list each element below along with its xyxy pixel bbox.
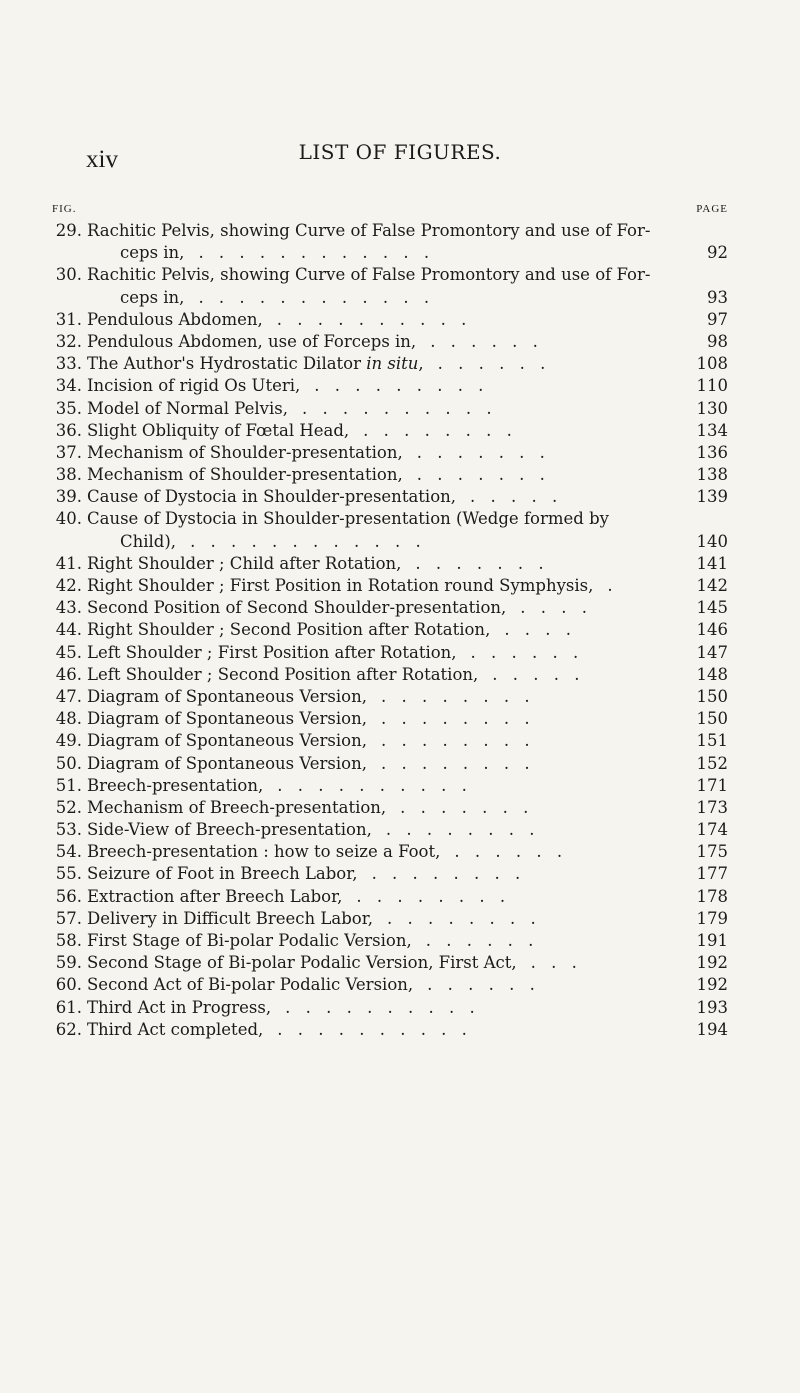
figure-entry <box>52 841 728 863</box>
figure-entry <box>52 886 728 908</box>
dot-leader-wrap <box>87 930 538 952</box>
figure-number: 38. <box>55 465 82 485</box>
figure-title: First Stage of Bi-polar Podalic Version, <box>87 931 412 950</box>
entry-line <box>52 819 728 841</box>
figure-entry <box>52 952 728 974</box>
figure-number: 49. <box>55 731 82 751</box>
entry-line <box>52 974 728 996</box>
page-reference: 175 <box>696 842 728 862</box>
dot-leader: . . . . . <box>492 664 585 684</box>
dot-leader-wrap <box>87 619 576 641</box>
figure-title: Mechanism of Shoulder-presentation, <box>87 442 403 462</box>
entry-line <box>52 997 728 1019</box>
figure-entry <box>52 375 728 397</box>
figure-entry <box>52 464 728 486</box>
dot-leader-wrap <box>120 287 434 309</box>
dot-leader-wrap <box>87 353 550 375</box>
page-reference: 134 <box>696 420 728 440</box>
dot-leader: . . . . . . <box>437 354 551 374</box>
entry-line <box>52 730 728 752</box>
dot-leader: . . . . . . . . <box>385 820 540 840</box>
dot-leader: . <box>607 576 618 595</box>
dot-leader: . . . . . . . . <box>371 864 526 884</box>
figure-title: Second Act of Bi-polar Podalic Version, <box>87 975 414 995</box>
page-reference: 140 <box>696 531 728 551</box>
entry-line <box>52 508 728 530</box>
entry-line <box>52 442 728 464</box>
dot-leader: . . . . . . . . <box>380 709 535 729</box>
dot-leader: . . . . . . . . . . <box>277 775 472 795</box>
figure-title: Right Shoulder ; Second Position after Rotation, <box>87 620 491 640</box>
figure-title: Cause of Dystocia in Shoulder-presentation, <box>87 487 456 507</box>
figure-entry <box>52 642 728 664</box>
dot-leader-wrap <box>87 908 541 930</box>
entry-line <box>52 908 728 930</box>
figure-number: 60. <box>55 975 82 995</box>
dot-leader: . . . . . . <box>430 331 543 351</box>
dot-leader-wrap <box>87 819 540 841</box>
figure-number: 54. <box>55 842 82 862</box>
figure-number: 41. <box>55 553 82 573</box>
figure-number: 45. <box>55 642 82 662</box>
dot-leader: . . . . . . . . <box>387 908 541 928</box>
dot-leader-wrap <box>87 686 535 708</box>
page-reference: 178 <box>696 886 728 906</box>
entry-line <box>52 886 728 908</box>
entry-continuation-line <box>52 242 728 264</box>
page-reference: 173 <box>696 797 728 817</box>
entry-line <box>52 797 728 819</box>
figure-entry <box>52 997 728 1019</box>
figure-number: 43. <box>55 598 82 618</box>
entry-line <box>52 353 728 375</box>
figure-title: Left Shoulder ; First Position after Rotation, <box>87 642 457 662</box>
dot-leader: . . . . . . . <box>400 797 534 817</box>
dot-leader-wrap <box>87 974 540 996</box>
figure-title: Breech-presentation : how to seize a Foot, <box>87 842 441 862</box>
figure-title: The Author's Hydrostatic Dilator in situ, <box>87 354 424 374</box>
figure-number: 59. <box>55 953 82 973</box>
dot-leader-wrap <box>87 442 550 464</box>
entry-line <box>52 575 728 597</box>
page-reference: 92 <box>707 243 728 263</box>
figure-entry <box>52 664 728 686</box>
dot-leader-wrap <box>87 464 550 486</box>
figure-entry <box>52 553 728 575</box>
figure-title: Extraction after Breech Labor, <box>87 886 343 906</box>
page-reference: 148 <box>696 664 728 684</box>
figure-number: 52. <box>55 797 82 817</box>
figure-entry <box>52 619 728 641</box>
dot-leader: . . . . . . . . . . <box>301 398 497 418</box>
figure-title-continued: ceps in, <box>120 243 185 263</box>
figure-title: Seizure of Foot in Breech Labor, <box>87 864 358 884</box>
entry-line <box>52 220 728 242</box>
page-reference: 177 <box>696 864 728 884</box>
figure-entry <box>52 575 728 597</box>
dot-leader: . . . . . . . <box>416 465 550 485</box>
figure-entry <box>52 398 728 420</box>
entry-line <box>52 1019 728 1041</box>
page-reference: 152 <box>696 753 728 773</box>
page-reference: 192 <box>696 953 728 973</box>
dot-leader: . . . . . . . . <box>380 686 535 706</box>
dot-leader-wrap <box>87 642 583 664</box>
figure-title: Third Act in Progress, <box>87 997 272 1017</box>
page-reference: 139 <box>696 487 728 507</box>
entry-line <box>52 642 728 664</box>
page-reference: 150 <box>696 686 728 706</box>
figure-entry <box>52 775 728 797</box>
figure-entry <box>52 442 728 464</box>
figure-title: Rachitic Pelvis, showing Curve of False Promontory and use of For- <box>87 265 651 285</box>
figure-entry <box>52 264 728 308</box>
page-reference: 145 <box>696 598 728 618</box>
figure-title: Slight Obliquity of Fœtal Head, <box>87 420 350 440</box>
figure-number: 30. <box>55 265 82 285</box>
figure-entry <box>52 353 728 375</box>
entry-line <box>52 619 728 641</box>
dot-leader-wrap <box>87 841 567 863</box>
page-reference: 142 <box>696 576 728 595</box>
page-reference: 192 <box>696 975 728 995</box>
column-heading-page: PAGE <box>696 203 728 215</box>
figure-title-continued: Child), <box>120 531 177 551</box>
figure-entry <box>52 486 728 508</box>
dot-leader-wrap <box>87 553 549 575</box>
figure-entry <box>52 686 728 708</box>
column-heading-fig: FIG. <box>52 203 77 215</box>
page-reference: 130 <box>696 398 728 418</box>
figure-title: Right Shoulder ; Child after Rotation, <box>87 553 402 573</box>
dot-leader-wrap <box>120 531 426 553</box>
dot-leader-wrap <box>87 420 517 442</box>
figure-entry <box>52 974 728 996</box>
page-reference: 193 <box>696 997 728 1017</box>
figure-number: 44. <box>55 620 82 640</box>
figure-entry <box>52 420 728 442</box>
figure-number: 35. <box>55 398 82 418</box>
figure-entry <box>52 753 728 775</box>
dot-leader: . . . . . . . . <box>380 731 535 751</box>
figure-entry <box>52 508 728 552</box>
entry-line <box>52 398 728 420</box>
page-reference: 136 <box>696 442 728 462</box>
figure-number: 57. <box>55 908 82 928</box>
dot-leader: . . . . . <box>470 487 563 507</box>
figure-number: 32. <box>55 331 82 351</box>
running-head: LIST OF FIGURES. <box>298 140 502 164</box>
figure-number: 47. <box>55 686 82 706</box>
figure-title: Side-View of Breech-presentation, <box>87 820 372 840</box>
dot-leader: . . . . . . <box>470 642 584 662</box>
dot-leader: . . . . . . . . . . . . <box>190 531 426 551</box>
figure-number: 29. <box>55 221 82 240</box>
figure-number: 55. <box>55 864 82 884</box>
entry-line <box>52 841 728 863</box>
figure-title: Mechanism of Shoulder-presentation, <box>87 465 403 485</box>
figure-title: Mechanism of Breech-presentation, <box>87 797 387 817</box>
dot-leader-wrap <box>87 952 582 974</box>
entry-line <box>52 464 728 486</box>
dot-leader-wrap <box>87 997 480 1019</box>
figure-entry <box>52 597 728 619</box>
page-reference: 150 <box>696 709 728 729</box>
entry-line <box>52 664 728 686</box>
entry-line <box>52 708 728 730</box>
figure-title: Diagram of Spontaneous Version, <box>87 709 367 729</box>
dot-leader: . . . . . . . . . . <box>276 309 472 329</box>
dot-leader-wrap <box>120 242 434 264</box>
entry-line <box>52 775 728 797</box>
dot-leader-wrap <box>87 664 584 686</box>
figure-entry <box>52 309 728 331</box>
figure-entry <box>52 1019 728 1041</box>
dot-leader: . . . . . . . <box>415 553 549 573</box>
figure-title: Incision of rigid Os Uteri, <box>87 376 301 396</box>
figure-entry <box>52 863 728 885</box>
figure-number: 62. <box>55 1019 82 1039</box>
dot-leader-wrap <box>87 575 618 597</box>
page-reference: 191 <box>696 931 728 950</box>
page-reference: 151 <box>696 731 728 751</box>
figure-number: 50. <box>55 753 82 773</box>
page-reference: 98 <box>707 331 728 351</box>
dot-leader-wrap <box>87 331 543 353</box>
figure-title: Third Act completed, <box>87 1019 264 1039</box>
entry-line <box>52 331 728 353</box>
figure-number: 58. <box>55 931 82 950</box>
figure-entry <box>52 730 728 752</box>
figure-title: Right Shoulder ; First Position in Rotation round Symphysis, <box>87 576 594 595</box>
figure-entry <box>52 819 728 841</box>
figure-entry <box>52 708 728 730</box>
dot-leader-wrap <box>87 775 472 797</box>
figure-title: Left Shoulder ; Second Position after Rotation, <box>87 664 479 684</box>
dot-leader: . . . . . . . . . . . . <box>198 243 435 263</box>
dot-leader: . . . . . . . . . . <box>285 997 480 1017</box>
figure-title: Diagram of Spontaneous Version, <box>87 686 367 706</box>
figure-entry <box>52 908 728 930</box>
dot-leader: . . . . . . . . . . <box>277 1019 472 1039</box>
page-reference: 174 <box>696 820 728 840</box>
page-reference: 146 <box>696 620 728 640</box>
dot-leader-wrap <box>87 863 525 885</box>
dot-leader: . . . . . . <box>425 931 539 950</box>
entry-continuation-line <box>52 287 728 309</box>
entry-line <box>52 264 728 286</box>
dot-leader-wrap <box>87 398 497 420</box>
figure-entry <box>52 797 728 819</box>
dot-leader-wrap <box>87 597 592 619</box>
figure-entry <box>52 331 728 353</box>
figure-number: 31. <box>55 309 82 329</box>
dot-leader: . . . <box>530 953 582 973</box>
figure-title: Cause of Dystocia in Shoulder-presentation (Wedge formed by <box>87 509 609 529</box>
entry-line <box>52 930 728 952</box>
figure-title: Rachitic Pelvis, showing Curve of False Promontory and use of For- <box>87 221 651 240</box>
entry-continuation-line <box>52 531 728 553</box>
figure-number: 53. <box>55 820 82 840</box>
dot-leader-wrap <box>87 375 488 397</box>
figure-title: Pendulous Abdomen, <box>87 309 263 329</box>
dot-leader-wrap <box>87 708 535 730</box>
page-reference: 108 <box>696 354 728 374</box>
figure-entry <box>52 930 728 952</box>
figure-number: 61. <box>55 997 82 1017</box>
figure-title: Pendulous Abdomen, use of Forceps in, <box>87 331 417 351</box>
entry-line <box>52 375 728 397</box>
dot-leader-wrap <box>87 309 471 331</box>
figure-number: 37. <box>55 442 82 462</box>
dot-leader-wrap <box>87 1019 472 1041</box>
page-reference: 147 <box>696 642 728 662</box>
entry-line <box>52 486 728 508</box>
dot-leader: . . . . . . <box>427 975 540 995</box>
dot-leader: . . . . <box>520 598 592 618</box>
page-reference: 93 <box>707 287 728 307</box>
page-reference: 194 <box>696 1019 728 1039</box>
dot-leader: . . . . . . <box>454 842 568 862</box>
dot-leader-wrap <box>87 730 535 752</box>
page-reference: 138 <box>696 465 728 485</box>
figure-title-continued: ceps in, <box>120 287 185 307</box>
dot-leader: . . . . <box>504 620 577 640</box>
figure-title: Delivery in Difficult Breech Labor, <box>87 908 374 928</box>
page-reference: 97 <box>707 309 728 329</box>
page-reference: 110 <box>696 376 728 396</box>
figure-number: 34. <box>55 376 82 396</box>
entry-line <box>52 863 728 885</box>
figure-number: 36. <box>55 420 82 440</box>
figure-title: Diagram of Spontaneous Version, <box>87 753 367 773</box>
dot-leader: . . . . . . . <box>416 442 550 462</box>
dot-leader: . . . . . . . . <box>380 753 535 773</box>
entry-line <box>52 686 728 708</box>
figure-title: Breech-presentation, <box>87 775 264 795</box>
dot-leader: . . . . . . . . . . . . <box>198 287 435 307</box>
figure-number: 39. <box>55 487 82 507</box>
figure-number: 48. <box>55 709 82 729</box>
dot-leader-wrap <box>87 797 533 819</box>
figure-title: Diagram of Spontaneous Version, <box>87 731 367 751</box>
entry-line <box>52 952 728 974</box>
entry-line <box>52 309 728 331</box>
figure-number: 56. <box>55 886 82 906</box>
figure-title: Model of Normal Pelvis, <box>87 398 288 418</box>
figure-title: Second Stage of Bi-polar Podalic Version, First Act, <box>87 953 517 973</box>
page-number: xiv <box>86 146 118 173</box>
dot-leader: . . . . . . . . . <box>314 376 489 396</box>
figure-number: 33. <box>55 354 82 374</box>
entry-line <box>52 553 728 575</box>
entry-line <box>52 420 728 442</box>
page-reference: 179 <box>696 908 728 928</box>
figure-list <box>52 220 728 1041</box>
figure-number: 40. <box>55 509 82 529</box>
figure-number: 42. <box>55 576 82 595</box>
entry-line <box>52 597 728 619</box>
dot-leader: . . . . . . . . <box>363 420 517 440</box>
dot-leader: . . . . . . . . <box>356 886 511 906</box>
figure-number: 46. <box>55 664 82 684</box>
figure-title: Second Position of Second Shoulder-presentation, <box>87 598 507 618</box>
entry-line <box>52 753 728 775</box>
figure-entry <box>52 220 728 264</box>
page-reference: 171 <box>696 775 728 795</box>
figure-number: 51. <box>55 775 82 795</box>
dot-leader-wrap <box>87 886 510 908</box>
dot-leader-wrap <box>87 753 535 775</box>
page-reference: 141 <box>696 553 728 573</box>
dot-leader-wrap <box>87 486 562 508</box>
